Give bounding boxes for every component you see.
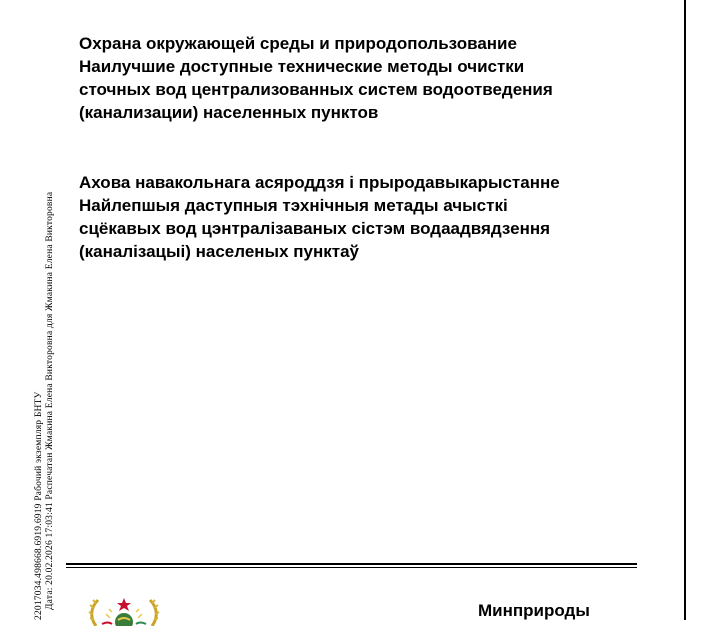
title-by-line1: Ахова навакольнага асяроддзя і прыродавыкарыстанне: [79, 173, 560, 192]
page-right-border: [684, 0, 686, 620]
title-belarusian: [79, 171, 679, 263]
title-russian: [79, 32, 679, 124]
belarus-coat-of-arms-icon: [82, 596, 166, 626]
title-by-line2: Найлепшыя даступныя тэхнічныя метады ачысткі: [79, 196, 508, 215]
side-stamp-line2: Дата: 20.02.2026 17:03:41 Распечатан Жмакина Елена Викторовна для Жмакина Елена Викторовна: [45, 191, 55, 610]
footer-rule-thick: [66, 563, 637, 565]
title-ru-line1: Охрана окружающей среды и природопользование: [79, 34, 517, 53]
title-ru-line2: Наилучшие доступные технические методы очистки: [79, 57, 525, 76]
side-stamp-line1: 22017034.498668.6919.6919 Рабочий экземпляр БНТУ: [34, 391, 44, 620]
title-by-line4: (каналізацыі) населеных пунктаў: [79, 242, 359, 261]
ministry-label: Минприроды: [478, 601, 590, 620]
footer-rule-thin: [66, 567, 637, 568]
title-ru-line3: сточных вод централизованных систем водоотведения: [79, 80, 553, 99]
title-by-line3: сцёкавых вод цэнтралізаваных сістэм водаадвядзення: [79, 219, 551, 238]
title-ru-line4: (канализации) населенных пунктов: [79, 103, 379, 122]
